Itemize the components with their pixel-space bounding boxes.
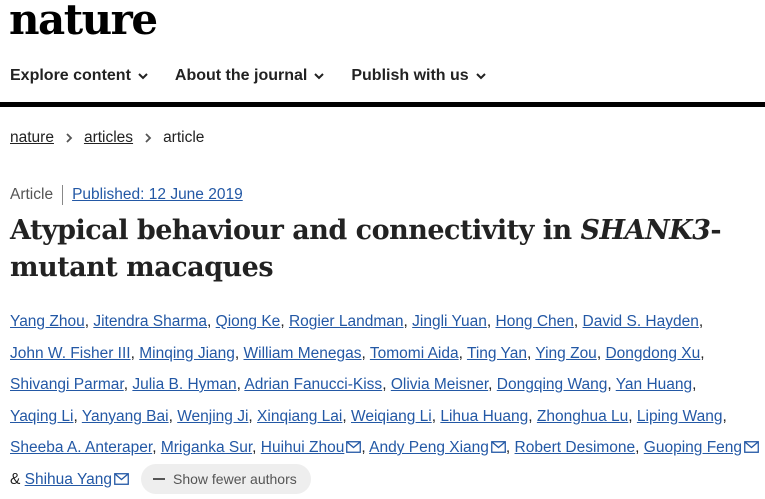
author-item: [467, 345, 527, 362]
author-item: [139, 345, 235, 362]
author-link[interactable]: Jingli Yuan: [412, 313, 487, 330]
meta-divider: [62, 185, 63, 205]
chevron-down-icon: [313, 70, 325, 82]
author-item: [216, 313, 281, 330]
author-link[interactable]: David S. Hayden: [582, 313, 699, 330]
article-type: Article: [10, 186, 54, 203]
author-item: [440, 408, 528, 425]
author-ampersand: &: [10, 470, 21, 488]
author-item: [82, 408, 169, 425]
author-link[interactable]: Yan Huang: [615, 376, 693, 393]
nav-about-journal-label: About the journal: [174, 67, 308, 84]
chevron-right-icon: [64, 132, 74, 144]
author-item: [369, 439, 506, 456]
author-link[interactable]: Olivia Meisner: [390, 376, 489, 393]
nav-publish-with-us-label: Publish with us: [351, 67, 469, 84]
author-link[interactable]: Guoping Feng: [643, 439, 743, 456]
author-link[interactable]: Yanyang Bai: [81, 407, 169, 425]
author-link[interactable]: Zhonghua Lu: [536, 407, 629, 425]
nav-explore-content-label: Explore content: [10, 67, 131, 84]
nav-about-journal[interactable]: [175, 66, 325, 86]
chevron-down-icon: [475, 70, 487, 82]
breadcrumb-home-link[interactable]: nature: [10, 129, 54, 146]
author-item: [161, 439, 252, 456]
breadcrumb-current: article: [163, 129, 205, 146]
author-link[interactable]: Andy Peng Xiang: [369, 439, 489, 456]
show-fewer-authors-button[interactable]: [141, 464, 311, 494]
author-item: [257, 408, 342, 425]
author-item: [261, 439, 362, 456]
author-item: [132, 376, 236, 393]
minus-icon: [153, 478, 165, 480]
author-link[interactable]: Mriganka Sur: [160, 439, 253, 456]
author-link[interactable]: Weiqiang Li: [351, 407, 432, 425]
title-text-start: Atypical behaviour and connectivity in: [10, 215, 581, 246]
author-item: [244, 345, 362, 362]
author-item: [391, 376, 488, 393]
author-link[interactable]: Adrian Fanucci-Kiss: [244, 376, 383, 393]
nature-logo[interactable]: nature: [9, 0, 157, 44]
show-fewer-label: Show fewer authors: [173, 470, 297, 487]
nav-publish-with-us[interactable]: [351, 66, 486, 86]
author-link[interactable]: Rogier Landman: [288, 313, 404, 330]
author-link[interactable]: William Menegas: [243, 344, 362, 362]
author-item: [177, 408, 248, 425]
author-link[interactable]: Xinqiang Lai: [257, 407, 343, 425]
author-item: [370, 345, 459, 362]
author-item: [351, 408, 432, 425]
author-link[interactable]: Yang Zhou: [10, 313, 85, 330]
author-item: [605, 345, 700, 362]
author-item: [496, 313, 574, 330]
main-nav: [10, 66, 513, 86]
author-item: [412, 313, 487, 330]
author-link[interactable]: Julia B. Hyman: [132, 376, 237, 393]
author-link[interactable]: Huihui Zhou: [260, 439, 345, 456]
chevron-right-icon: [143, 132, 153, 144]
author-link[interactable]: Minqing Jiang: [139, 344, 235, 362]
author-link[interactable]: Ying Zou: [535, 344, 597, 362]
author-item: [10, 408, 73, 425]
author-list: Yang Zhou, Jitendra Sharma, Qiong Ke, Rogier Landman, Jingli Yuan, Hong Chen, David S. Hayden, John W. Fisher III, Minqing Jiang, William Menegas, Tomomi Aida, Ting Yan, Ying Zou, Dongdong Xu, Shivangi Parmar, Julia B. Hyman, Adrian Fanucci-Kiss, Olivia Meisner, Dongqing Wang, Yan Huang, Yaqing Li, Yanyang Bai, Wenjing Ji, Xinqiang Lai, Weiqiang Li, Lihua Huang, Zhonghua Lu, Liping Wang, Sheeba A. Anteraper, Mriganka Sur, Huihui Zhou , Andy Peng Xiang , Robert Desimone, Guoping Feng & Shihua Yang Show fewer authors: [10, 306, 760, 495]
published-date-link[interactable]: Published: 12 June 2019: [72, 186, 243, 203]
author-link[interactable]: Yaqing Li: [10, 407, 74, 425]
author-item: [535, 345, 596, 362]
author-link[interactable]: Shihua Yang: [24, 470, 112, 488]
author-item: [10, 345, 131, 362]
author-item: [25, 471, 129, 488]
author-link[interactable]: Hong Chen: [495, 313, 574, 330]
author-link[interactable]: Sheeba A. Anteraper: [10, 439, 153, 456]
email-icon[interactable]: [114, 473, 129, 485]
author-item: [637, 408, 723, 425]
author-item: [289, 313, 404, 330]
author-item: [644, 439, 759, 456]
author-link[interactable]: Tomomi Aida: [369, 344, 459, 362]
author-item: [10, 313, 85, 330]
article-title: [10, 212, 750, 286]
article-meta: [10, 185, 243, 205]
author-item: [616, 376, 692, 393]
email-icon[interactable]: [346, 441, 361, 453]
author-link[interactable]: Dongqing Wang: [496, 376, 608, 393]
nav-explore-content[interactable]: [10, 66, 149, 86]
author-item: [10, 439, 152, 456]
author-link[interactable]: Qiong Ke: [215, 313, 281, 330]
author-link[interactable]: Liping Wang: [636, 407, 723, 425]
breadcrumb-articles-link[interactable]: articles: [83, 129, 134, 146]
author-item: [10, 376, 124, 393]
author-link[interactable]: Lihua Huang: [440, 407, 529, 425]
author-item: [515, 439, 636, 456]
author-link[interactable]: Jitendra Sharma: [93, 313, 208, 330]
title-text-end: -mutant macaques: [10, 215, 722, 283]
author-link[interactable]: Dongdong Xu: [605, 344, 701, 362]
author-link[interactable]: Wenjing Ji: [177, 407, 249, 425]
author-item: [497, 376, 608, 393]
author-link[interactable]: Ting Yan: [466, 344, 527, 362]
author-item: [244, 376, 382, 393]
author-link[interactable]: Shivangi Parmar: [10, 376, 124, 393]
email-icon[interactable]: [491, 441, 506, 453]
author-link[interactable]: Robert Desimone: [514, 439, 636, 456]
breadcrumb: [10, 129, 204, 147]
title-gene: SHANK3: [580, 215, 711, 246]
author-link[interactable]: John W. Fisher III: [10, 344, 131, 362]
email-icon[interactable]: [744, 441, 759, 453]
author-item: [583, 313, 699, 330]
author-item: [537, 408, 628, 425]
header-divider: [0, 102, 765, 107]
author-item: [93, 313, 207, 330]
chevron-down-icon: [137, 70, 149, 82]
